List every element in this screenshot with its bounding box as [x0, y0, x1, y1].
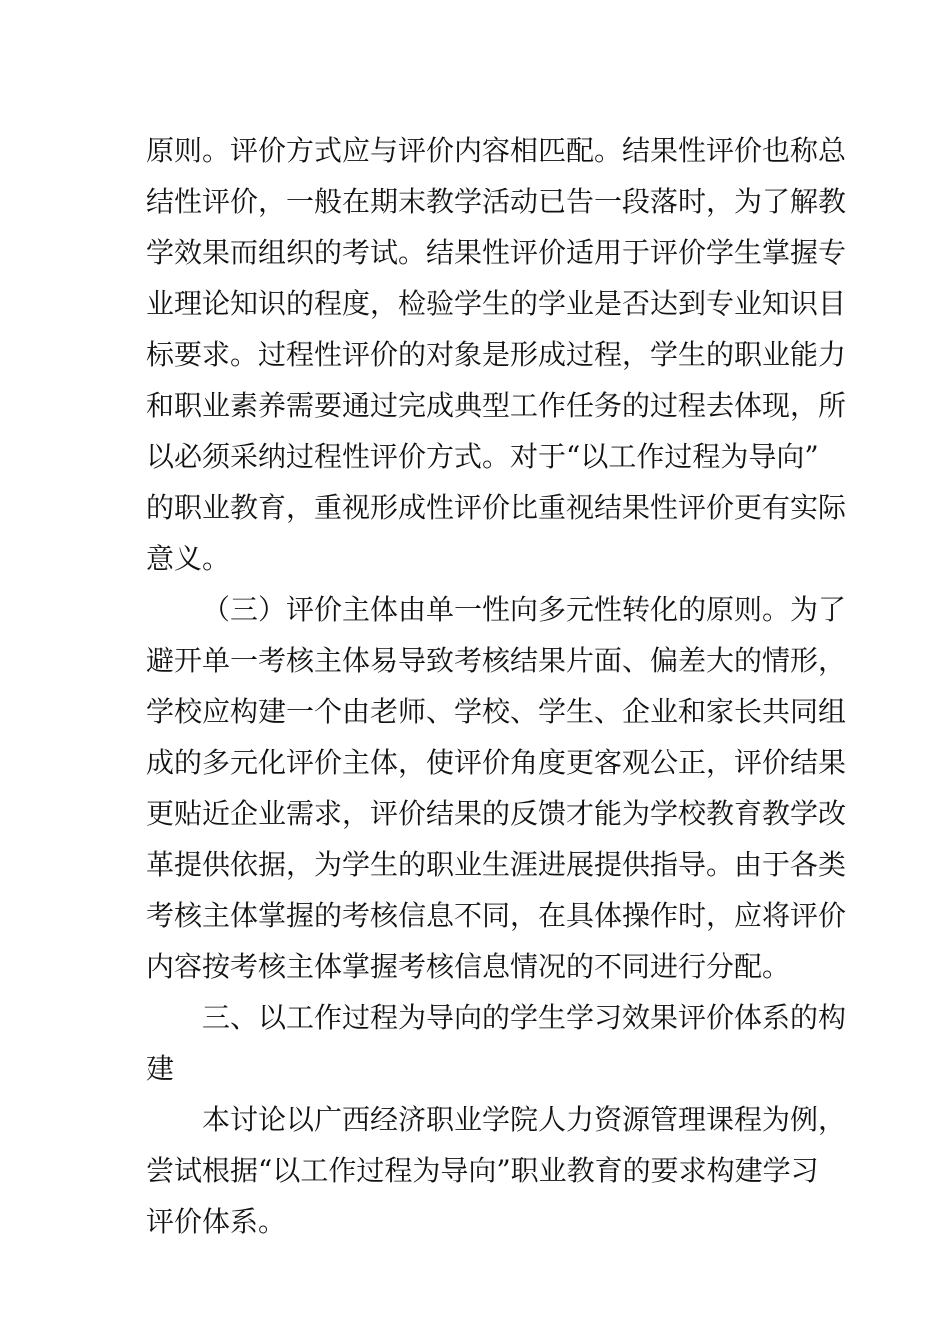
chapter-heading-line: 三、以工作过程为导向的学生学习效果评价体系的构: [202, 1001, 847, 1034]
paragraph-line: 以必须采纳过程性评价方式。对于“以工作过程为导向”: [146, 440, 819, 473]
paragraph-line: 评价体系。: [146, 1205, 287, 1238]
chapter-heading-line: 建: [146, 1052, 175, 1085]
paragraph-line: 的职业教育，重视形成性评价比重视结果性评价更有实际: [146, 491, 847, 524]
paragraph-line: 结性评价，一般在期末教学活动已告一段落时，为了解教: [146, 185, 847, 218]
paragraph-line: 和职业素养需要通过完成典型工作任务的过程去体现，所: [146, 389, 847, 422]
paragraph-line: 学校应构建一个由老师、学校、学生、企业和家长共同组: [146, 695, 847, 728]
paragraph-line: 学效果而组织的考试。结果性评价适用于评价学生掌握专: [146, 236, 847, 269]
paragraph-line: 考核主体掌握的考核信息不同，在具体操作时，应将评价: [146, 899, 847, 932]
paragraph-line: 避开单一考核主体易导致考核结果片面、偏差大的情形，: [146, 644, 847, 677]
paragraph-line: 内容按考核主体掌握考核信息情况的不同进行分配。: [146, 950, 791, 983]
section-heading-line: （三）评价主体由单一性向多元性转化的原则。为了: [202, 593, 847, 626]
document-body: [146, 125, 847, 1247]
paragraph-line: 意义。: [146, 542, 231, 575]
paragraph-line: 革提供依据，为学生的职业生涯进展提供指导。由于各类: [146, 848, 847, 881]
paragraph-line: 成的多元化评价主体，使评价角度更客观公正，评价结果: [146, 746, 847, 779]
paragraph-line: 更贴近企业需求，评价结果的反馈才能为学校教育教学改: [146, 797, 847, 830]
paragraph-line: 业理论知识的程度，检验学生的学业是否达到专业知识目: [146, 287, 847, 320]
paragraph-line: 标要求。过程性评价的对象是形成过程，学生的职业能力: [146, 338, 847, 371]
paragraph-line: 本讨论以广西经济职业学院人力资源管理课程为例，: [202, 1103, 847, 1136]
paragraph-line: 尝试根据“以工作过程为导向”职业教育的要求构建学习: [146, 1154, 819, 1187]
paragraph-line: 原则。评价方式应与评价内容相匹配。结果性评价也称总: [146, 134, 847, 167]
